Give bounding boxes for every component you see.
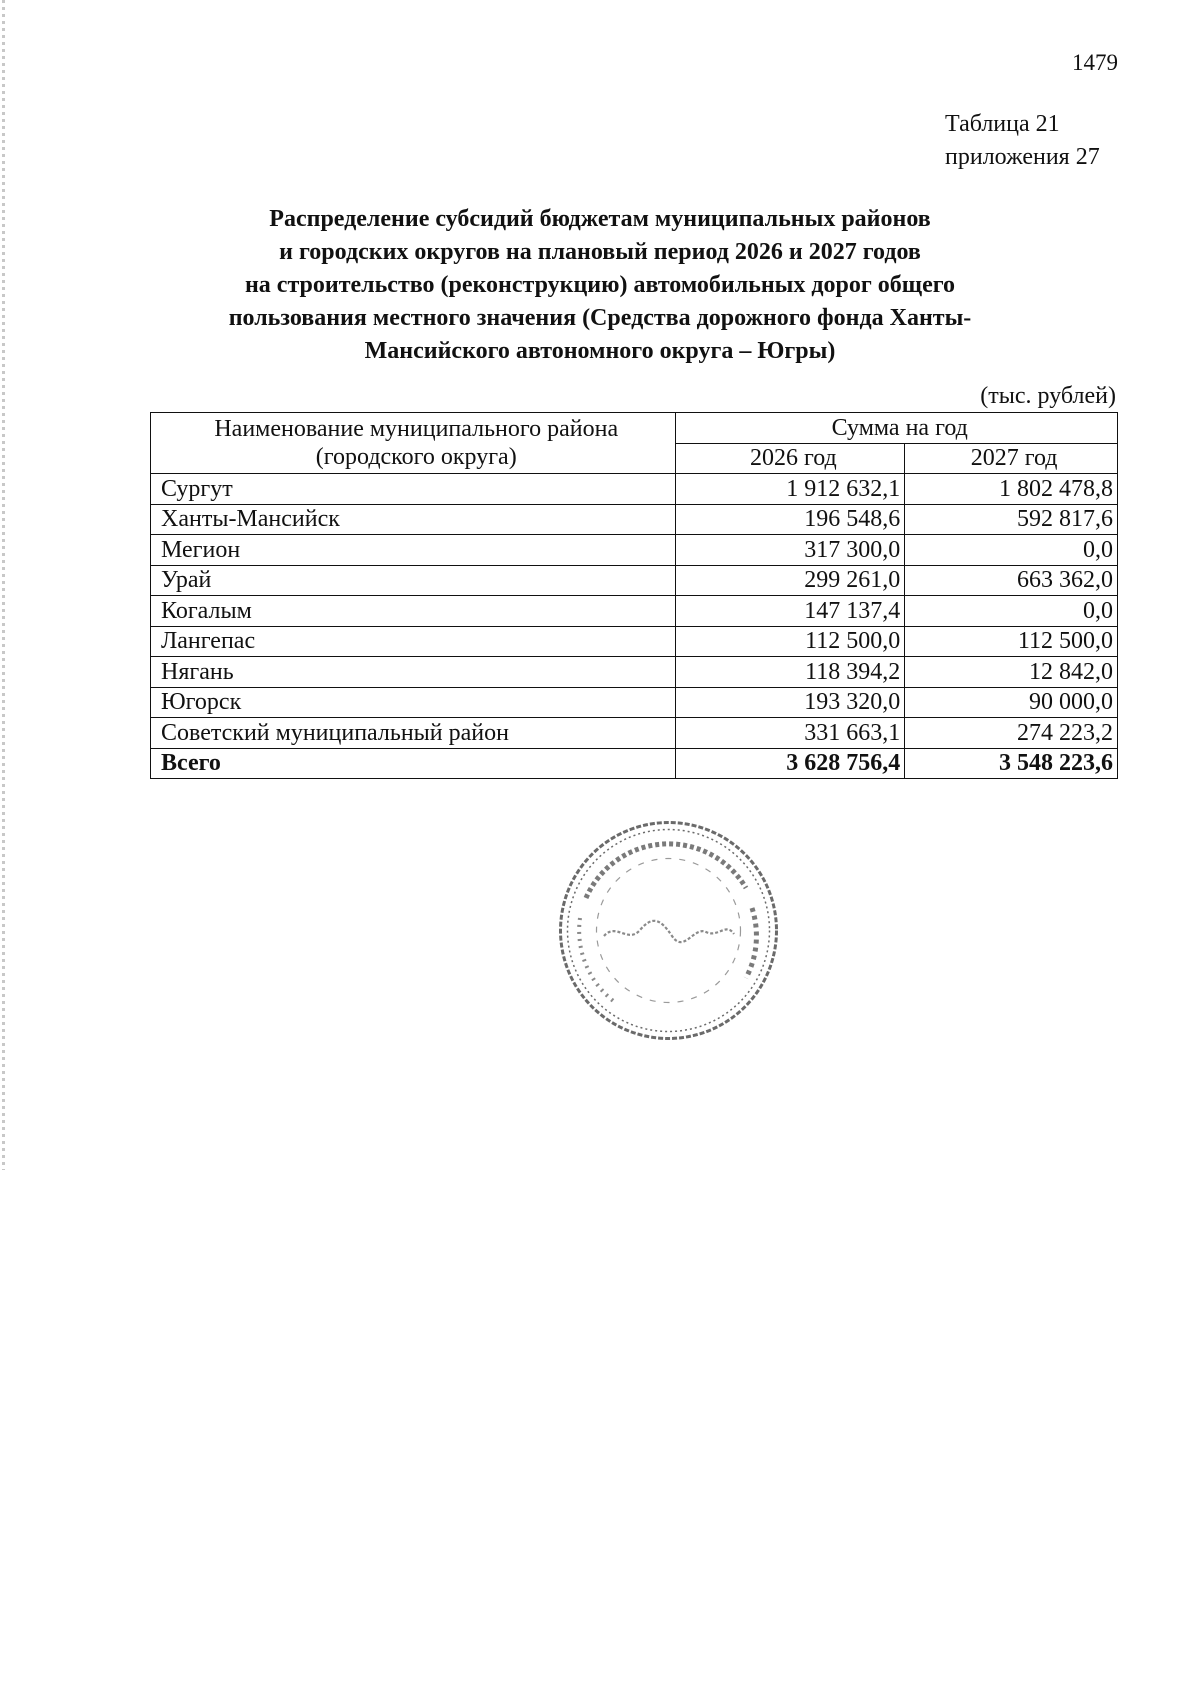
total-row [151, 748, 1118, 779]
document-title [150, 203, 1050, 368]
page-number: 1479 [1072, 50, 1118, 75]
seal-outer-ring [561, 823, 777, 1039]
table-body [151, 413, 1118, 779]
column-header-name [151, 413, 676, 474]
municipality-name-cell: Нягань [151, 657, 676, 688]
total-2026-cell: 3 628 756,4 [676, 748, 905, 779]
title-line: пользования местного значения (Средства дорожного фонда Ханты- [228, 305, 972, 331]
seal-lettering-arc [586, 844, 746, 898]
municipality-name-cell: Ханты-Мансийск [151, 504, 676, 535]
table-row [151, 718, 1118, 749]
amount-2027-cell: 12 842,0 [905, 657, 1118, 688]
table-row [151, 535, 1118, 566]
table-row [151, 504, 1118, 535]
amount-2027-cell: 592 817,6 [905, 504, 1118, 535]
amount-2027-cell: 0,0 [905, 535, 1118, 566]
municipality-name-cell: Урай [151, 565, 676, 596]
municipality-name-cell: Мегион [151, 535, 676, 566]
amount-2026-cell: 196 548,6 [676, 504, 905, 535]
title-line: Мансийского автономного округа – Югры) [364, 338, 836, 364]
title-line: и городских округов на плановый период 2026 и 2027 годов [279, 239, 921, 265]
column-header-year-2026: 2026 год [676, 443, 905, 474]
table-reference-line: приложения 27 [945, 144, 1100, 170]
seal-graphic [561, 823, 777, 1039]
amount-2026-cell: 147 137,4 [676, 596, 905, 627]
municipality-name-cell: Лангепас [151, 626, 676, 657]
amount-2027-cell: 274 223,2 [905, 718, 1118, 749]
units-label: (тыс. рублей) [980, 383, 1116, 409]
municipality-name-cell: Сургут [151, 474, 676, 505]
column-header-year-2027: 2027 год [905, 443, 1118, 474]
seal-inner-ring [568, 830, 770, 1032]
municipality-name-cell: Советский муниципальный район [151, 718, 676, 749]
table-row [151, 474, 1118, 505]
seal-center-ring [597, 859, 741, 1003]
total-2027-cell: 3 548 223,6 [905, 748, 1118, 779]
official-seal-icon [556, 818, 781, 1043]
amount-2026-cell: 118 394,2 [676, 657, 905, 688]
title-line: Распределение субсидий бюджетам муниципальных районов [269, 206, 931, 232]
amount-2026-cell: 299 261,0 [676, 565, 905, 596]
amount-2026-cell: 317 300,0 [676, 535, 905, 566]
table-reference [945, 108, 1100, 174]
amount-2027-cell: 1 802 478,8 [905, 474, 1118, 505]
seal-lettering-arc [746, 908, 756, 978]
seal-lettering-arc [579, 918, 616, 1003]
amount-2026-cell: 193 320,0 [676, 687, 905, 718]
table-reference-line: Таблица 21 [945, 111, 1060, 137]
amount-2027-cell: 663 362,0 [905, 565, 1118, 596]
municipality-name-cell: Югорск [151, 687, 676, 718]
header-row [151, 413, 1118, 444]
table-row [151, 626, 1118, 657]
column-header-name-line: (городского округа) [315, 444, 517, 470]
amount-2026-cell: 112 500,0 [676, 626, 905, 657]
amount-2027-cell: 112 500,0 [905, 626, 1118, 657]
municipality-name-cell: Когалым [151, 596, 676, 627]
subsidies-table [150, 412, 1118, 779]
table-row [151, 565, 1118, 596]
amount-2027-cell: 0,0 [905, 596, 1118, 627]
column-header-name-line: Наименование муниципального района [214, 416, 619, 442]
seal-signature-stroke [604, 921, 734, 942]
amount-2026-cell: 331 663,1 [676, 718, 905, 749]
amount-2026-cell: 1 912 632,1 [676, 474, 905, 505]
title-line: на строительство (реконструкцию) автомобильных дорог общего [244, 272, 956, 298]
column-header-sum: Сумма на год [676, 413, 1118, 444]
table-row [151, 657, 1118, 688]
amount-2027-cell: 90 000,0 [905, 687, 1118, 718]
table-row [151, 596, 1118, 627]
scan-edge-artifact [2, 0, 5, 1170]
total-label-cell: Всего [151, 748, 676, 779]
table-row [151, 687, 1118, 718]
